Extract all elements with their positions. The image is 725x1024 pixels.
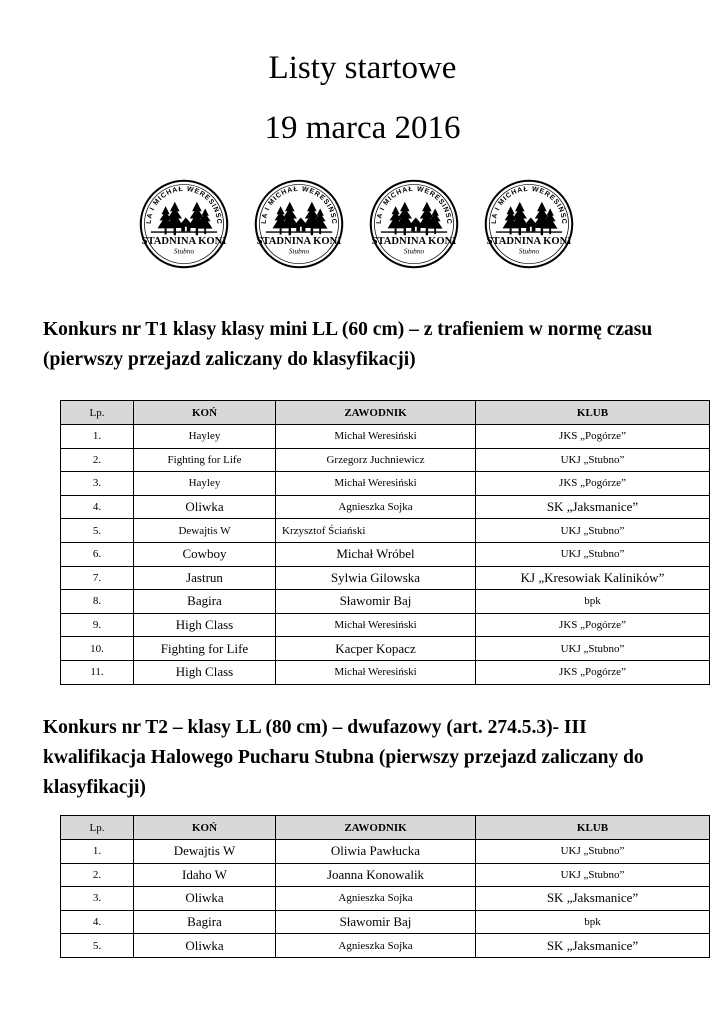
col-rider: ZAWODNIK — [276, 816, 476, 840]
cell-rider: Sylwia Gilowska — [276, 566, 476, 590]
cell-rider: Agnieszka Sojka — [276, 934, 476, 958]
cell-horse: Fighting for Life — [134, 448, 276, 472]
cell-horse: Oliwka — [134, 934, 276, 958]
cell-horse: Idaho W — [134, 863, 276, 887]
competition1-heading: Konkurs nr T1 klasy klasy mini LL (60 cm) – z trafieniem w normę czasu (pierwszy przejazd zaliczany do klasyfikacji) — [43, 319, 653, 370]
stadnina-koni-logo — [253, 178, 345, 270]
table-row — [61, 637, 710, 661]
cell-horse: Hayley — [134, 472, 276, 496]
cell-club: bpk — [476, 590, 710, 614]
cell-club: KJ „Kresowiak Kalinikόw” — [476, 566, 710, 590]
cell-horse: Jastrun — [134, 566, 276, 590]
cell-lp: 1. — [61, 425, 134, 449]
cell-club: UKJ „Stubno” — [476, 519, 710, 543]
cell-horse: Oliwka — [134, 887, 276, 911]
cell-horse: Hayley — [134, 425, 276, 449]
cell-rider: Michał Weresiński — [276, 472, 476, 496]
cell-horse: Dewajtis W — [134, 840, 276, 864]
cell-horse: Fighting for Life — [134, 637, 276, 661]
cell-rider: Michał Weresiński — [276, 660, 476, 684]
table-row — [61, 863, 710, 887]
col-rider: ZAWODNIK — [276, 401, 476, 425]
cell-lp: 7. — [61, 566, 134, 590]
cell-lp: 4. — [61, 910, 134, 934]
cell-horse: Oliwka — [134, 495, 276, 519]
cell-rider: Michał Weresiński — [276, 425, 476, 449]
cell-club: UKJ „Stubno” — [476, 448, 710, 472]
stadnina-koni-logo — [138, 178, 230, 270]
table-header-row — [61, 816, 710, 840]
cell-club: SK „Jaksmanice” — [476, 934, 710, 958]
cell-club: bpk — [476, 910, 710, 934]
table-header-row — [61, 401, 710, 425]
event-date: 19 marca 2016 — [264, 110, 461, 146]
col-lp: Lp. — [61, 816, 134, 840]
page-title: Listy startowe — [268, 50, 457, 86]
cell-rider: Michał Weresiński — [276, 613, 476, 637]
cell-rider: Grzegorz Juchniewicz — [276, 448, 476, 472]
cell-horse: Bagira — [134, 590, 276, 614]
cell-horse: Cowboy — [134, 542, 276, 566]
cell-rider: Agnieszka Sojka — [276, 887, 476, 911]
cell-club: JKS „Pogórze” — [476, 660, 710, 684]
cell-rider: Oliwia Pawłucka — [276, 840, 476, 864]
cell-lp: 6. — [61, 542, 134, 566]
cell-horse: High Class — [134, 660, 276, 684]
table-row — [61, 613, 710, 637]
cell-lp: 5. — [61, 519, 134, 543]
cell-lp: 3. — [61, 472, 134, 496]
cell-lp: 4. — [61, 495, 134, 519]
competition1-table — [60, 400, 710, 685]
col-horse: KOŃ — [134, 401, 276, 425]
competition2-heading: Konkurs nr T2 – klasy LL (80 cm) – dwufazowy (art. 274.5.3)- III kwalifikacja Halowego Pucharu Stubna (pierwszy przejazd zaliczany do klasyfikacji) — [43, 717, 644, 798]
stadnina-koni-logo — [368, 178, 460, 270]
cell-club: SK „Jaksmanice” — [476, 887, 710, 911]
cell-lp: 9. — [61, 613, 134, 637]
cell-horse: High Class — [134, 613, 276, 637]
table-row — [61, 660, 710, 684]
cell-club: UKJ „Stubno” — [476, 637, 710, 661]
cell-horse: Bagira — [134, 910, 276, 934]
table-row — [61, 472, 710, 496]
col-horse: KOŃ — [134, 816, 276, 840]
cell-rider: Kacper Kopacz — [276, 637, 476, 661]
table-row — [61, 887, 710, 911]
cell-rider: Agnieszka Sojka — [276, 495, 476, 519]
cell-lp: 2. — [61, 448, 134, 472]
col-lp: Lp. — [61, 401, 134, 425]
col-club: KLUB — [476, 401, 710, 425]
table-row — [61, 590, 710, 614]
table-row — [61, 495, 710, 519]
col-club: KLUB — [476, 816, 710, 840]
table-row — [61, 566, 710, 590]
cell-club: UKJ „Stubno” — [476, 542, 710, 566]
cell-club: UKJ „Stubno” — [476, 840, 710, 864]
cell-rider: Sławomir Baj — [276, 910, 476, 934]
cell-rider: Michał Wróbel — [276, 542, 476, 566]
stadnina-koni-logo — [483, 178, 575, 270]
cell-lp: 2. — [61, 863, 134, 887]
table-row — [61, 934, 710, 958]
cell-club: UKJ „Stubno” — [476, 863, 710, 887]
table-row — [61, 910, 710, 934]
competition2-table — [60, 815, 710, 958]
table-row — [61, 542, 710, 566]
cell-lp: 11. — [61, 660, 134, 684]
logo-row — [0, 178, 725, 276]
cell-club: JKS „Pogórze” — [476, 425, 710, 449]
cell-lp: 10. — [61, 637, 134, 661]
cell-lp: 8. — [61, 590, 134, 614]
table-row — [61, 425, 710, 449]
cell-rider: Joanna Konowalik — [276, 863, 476, 887]
cell-club: SK „Jaksmanice” — [476, 495, 710, 519]
cell-rider: Sławomir Baj — [276, 590, 476, 614]
table-row — [61, 448, 710, 472]
cell-lp: 1. — [61, 840, 134, 864]
cell-club: JKS „Pogórze” — [476, 613, 710, 637]
cell-lp: 3. — [61, 887, 134, 911]
cell-horse: Dewajtis W — [134, 519, 276, 543]
cell-club: JKS „Pogórze” — [476, 472, 710, 496]
cell-rider: Krzysztof Ściański — [276, 519, 476, 543]
table-row — [61, 840, 710, 864]
cell-lp: 5. — [61, 934, 134, 958]
table-row — [61, 519, 710, 543]
